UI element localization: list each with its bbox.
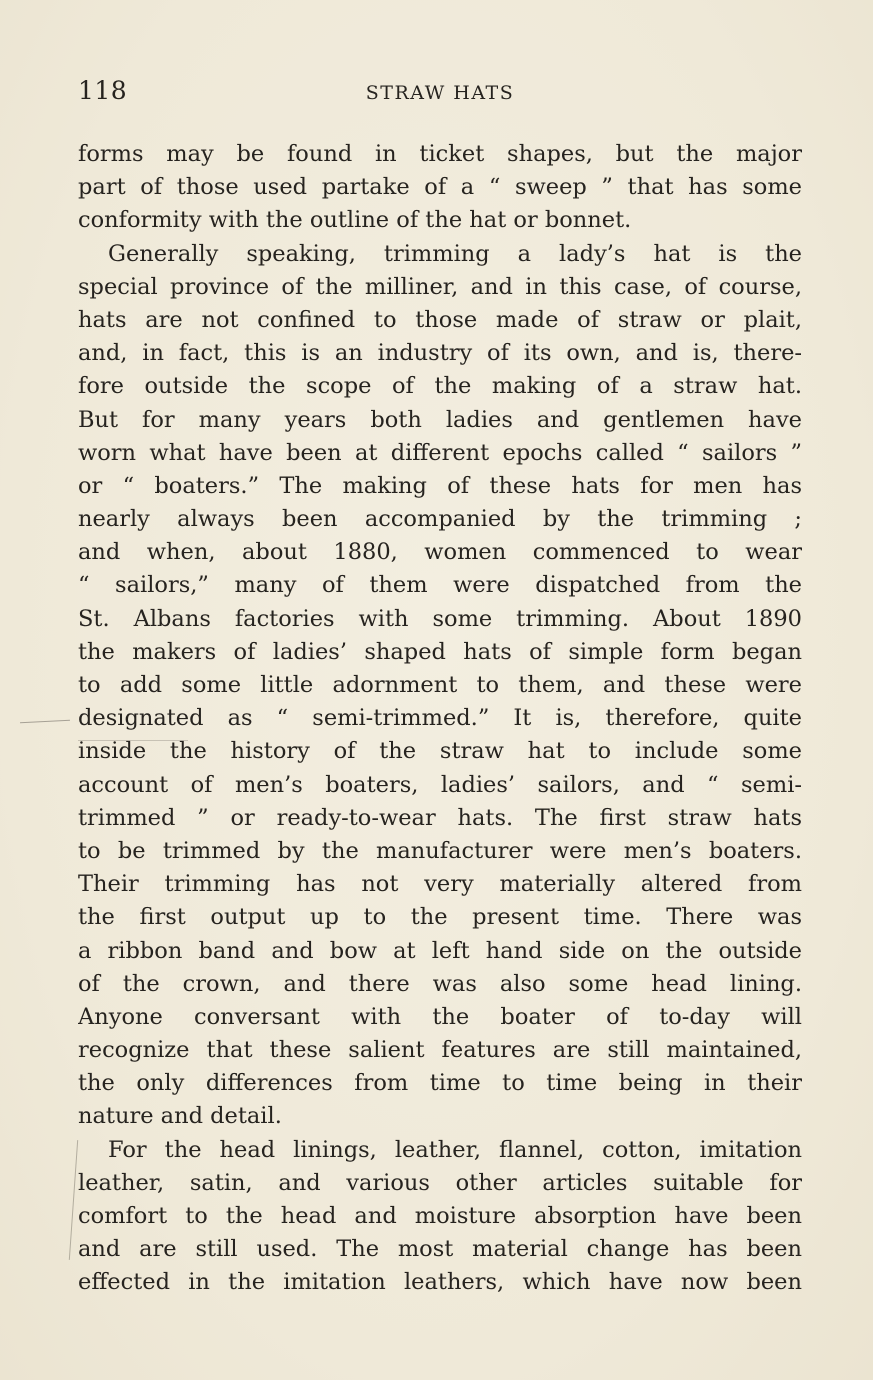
text-line: But for many years both ladies and gentlemen have xyxy=(78,406,802,433)
text-line: and when, about 1880, women commenced to wear xyxy=(78,539,802,566)
text-line: a ribbon band and bow at left hand side on the outside xyxy=(78,937,802,964)
text-line: designated as “ semi-trimmed.” It is, therefore, quite xyxy=(78,705,802,732)
text-line: nature and detail. xyxy=(78,1103,282,1130)
text-line: inside the history of the straw hat to include some xyxy=(78,738,802,765)
text-line: to be trimmed by the manufacturer were men’s boaters. xyxy=(78,837,802,864)
text-line: Anyone conversant with the boater of to-day will xyxy=(78,1003,802,1030)
text-line: the makers of ladies’ shaped hats of simple form began xyxy=(78,638,802,665)
body-text xyxy=(78,138,802,1300)
page-number: 118 xyxy=(78,76,128,105)
pencil-mark-bracket xyxy=(69,1140,78,1260)
text-line: to add some little adornment to them, and these were xyxy=(78,672,802,698)
text-line: Their trimming has not very materially altered from xyxy=(78,871,802,898)
text-line: “ sailors,” many of them were dispatched from the xyxy=(78,572,802,599)
running-head: STRAW HATS xyxy=(365,82,515,104)
text-line: hats are not confined to those made of straw or plait, xyxy=(78,306,802,333)
text-line: and are still used. The most material change has been xyxy=(78,1236,802,1263)
text-line: of the crown, and there was also some head lining. xyxy=(78,970,802,997)
text-line: worn what have been at different epochs called “ sailors ” xyxy=(78,439,802,466)
text-line: recognize that these salient features are still maintained, xyxy=(78,1037,802,1064)
page-header xyxy=(78,74,802,108)
text-line: For the head linings, leather, flannel, cotton, imitation xyxy=(108,1136,802,1163)
text-line: leather, satin, and various other articles suitable for xyxy=(78,1169,802,1196)
text-line: and, in fact, this is an industry of its own, and is, there- xyxy=(78,340,802,367)
pencil-mark-arrow xyxy=(20,720,70,724)
text-line: Generally speaking, trimming a lady’s hat is the xyxy=(108,240,802,267)
pencil-mark-underline xyxy=(78,740,188,741)
text-line: the only differences from time to time being in their xyxy=(78,1070,802,1097)
text-line: special province of the milliner, and in this case, of course, xyxy=(78,273,802,300)
text-line: the first output up to the present time. There was xyxy=(78,904,802,931)
text-line: St. Albans factories with some trimming. About 1890 xyxy=(78,605,802,632)
text-line: part of those used partake of a “ sweep ” that has some xyxy=(78,174,802,201)
text-line: forms may be found in ticket shapes, but the major xyxy=(78,141,802,167)
text-line: comfort to the head and moisture absorption have been xyxy=(78,1203,802,1229)
text-line: fore outside the scope of the making of a straw hat. xyxy=(78,373,802,400)
text-line: or “ boaters.” The making of these hats for men has xyxy=(78,472,802,499)
text-line: trimmed ” or ready-to-wear hats. The first straw hats xyxy=(78,804,802,831)
text-line: nearly always been accompanied by the trimming ; xyxy=(78,506,802,533)
text-line: conformity with the outline of the hat or bonnet. xyxy=(78,207,632,234)
text-line: account of men’s boaters, ladies’ sailors, and “ semi- xyxy=(78,771,802,798)
text-line: effected in the imitation leathers, which have now been xyxy=(78,1269,802,1296)
